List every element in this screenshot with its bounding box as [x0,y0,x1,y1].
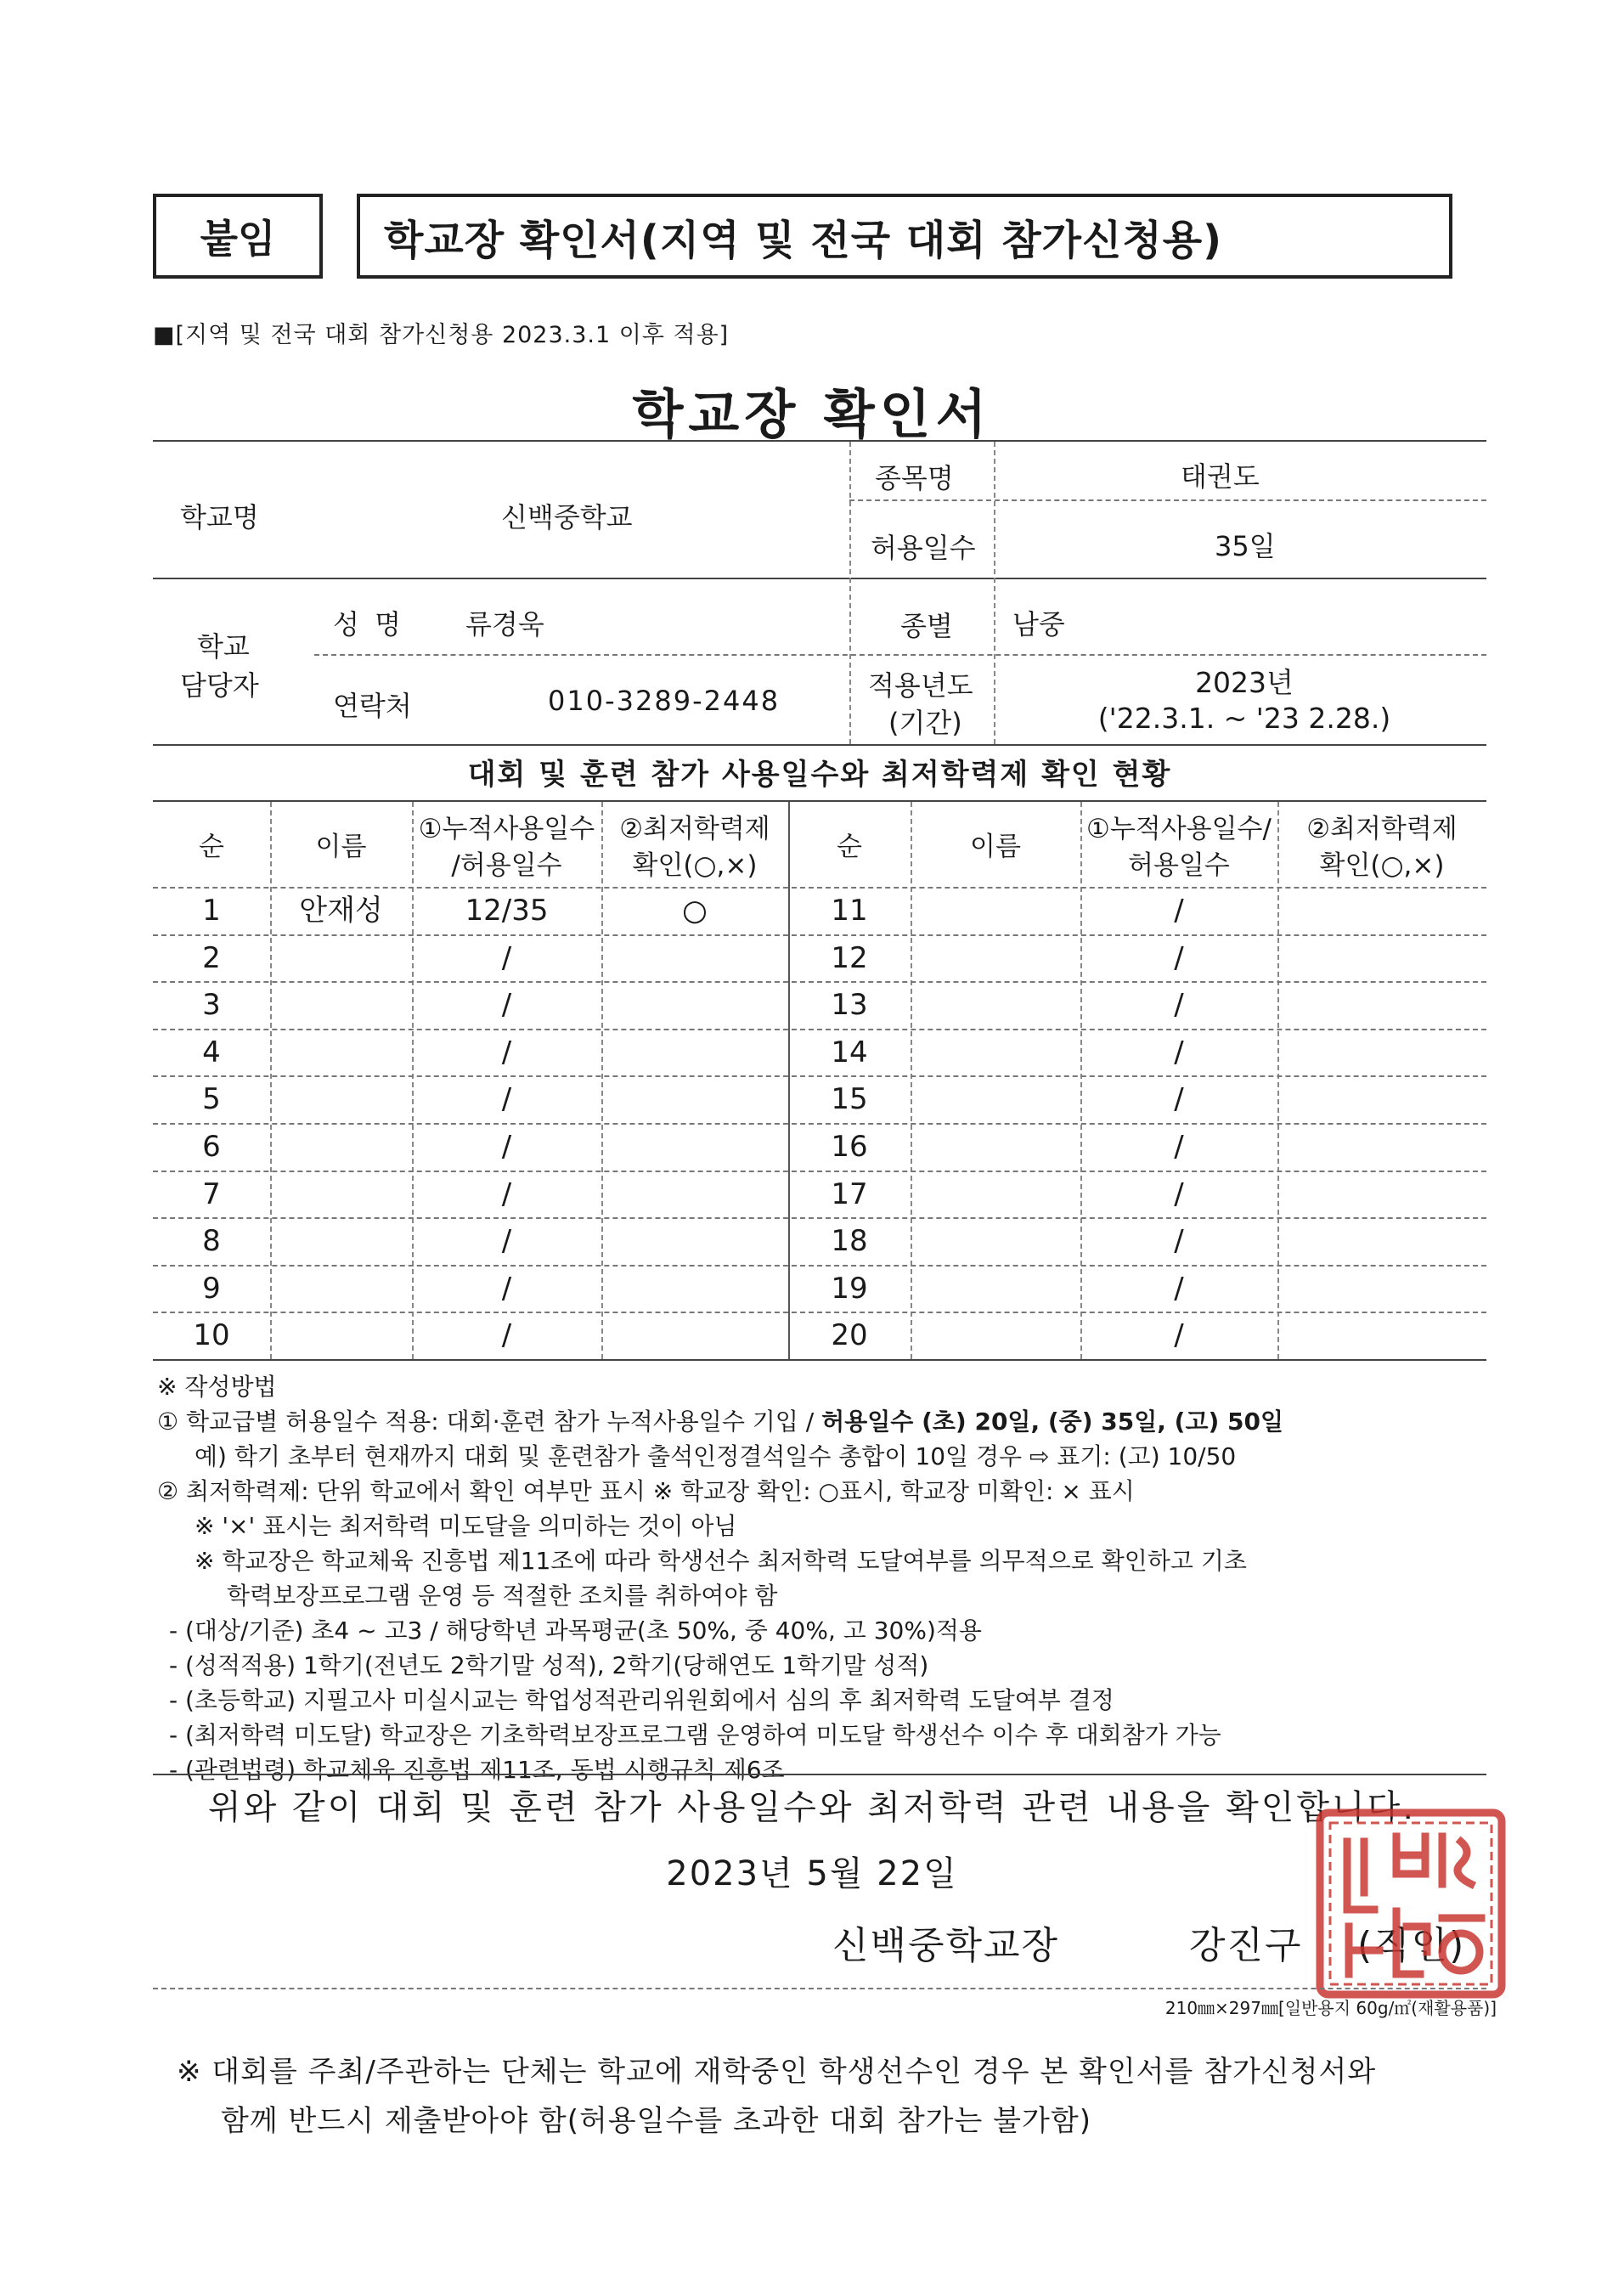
row-days: / [1174,1318,1184,1353]
row-days: / [501,1035,512,1069]
row-days: / [1174,940,1184,975]
name-label: 성 명 [333,608,404,640]
row-days: / [1174,988,1184,1023]
instructions [157,1369,1516,1787]
instruction-line: 학력보장프로그램 운영 등 적절한 조치를 취하여야 함 [227,1582,778,1610]
principal-title: 신백중학교장 [832,1924,1060,1967]
footnote-line: 함께 반드시 제출받아야 함(허용일수를 초과한 대회 참가는 불가함) [221,2104,1091,2138]
row-min-check [601,1029,788,1076]
row-days: 12/35 [465,894,549,928]
instruction-line: ※ 학교장은 학교체육 진흥법 제11조에 따라 학생선수 최저학력 도달여부를 의무적으로 확인하고 기초 [195,1547,1247,1575]
footer-rule [153,1988,1486,1989]
footnote [177,2047,1493,2146]
row-no: 1 [202,894,221,928]
row-name [911,1265,1080,1312]
school-label: 학교명 [180,501,259,533]
row-no: 9 [202,1271,221,1306]
row-days: / [501,1271,512,1306]
instruction-line: - (최저학력 미도달) 학교장은 기초학력보장프로그램 운영하여 미도달 학생선수 이수 후 대회참가 가능 [169,1721,1221,1749]
row-days: / [501,988,512,1023]
header-days: ①누적사용일수 [418,814,595,844]
row-no: 18 [831,1224,868,1259]
row-no: 8 [202,1224,221,1259]
row-days: / [501,940,512,975]
instruction-line: - (대상/기준) 초4 ~ 고3 / 해당학년 과목평균(초 50%, 중 40%, 고 30%)적용 [169,1616,982,1645]
row-no: 15 [831,1082,868,1117]
row-no: 16 [831,1130,868,1164]
header-no: 순 [199,832,224,862]
row-min-check [601,934,788,982]
row-days: / [1174,1130,1184,1164]
row-name [270,1217,412,1265]
instruction-line: ② 최저학력제: 단위 학교에서 확인 여부만 표시 ※ 학교장 확인: ○표시, 학교장 미확인: × 표시 [157,1477,1135,1505]
info-mid-rule [153,578,1486,579]
row-name: 안재성 [299,894,383,928]
phone-value: 010-3289-2448 [548,685,781,717]
info-column-divider [849,442,851,744]
allowed-days-rule: 허용일수 (초) 20일, (중) 35일, (고) 50일 [821,1408,1284,1436]
row-name [270,1029,412,1076]
row-no: 17 [831,1176,868,1211]
phone-label: 연락처 [333,690,412,722]
table-top-rule [153,800,1486,802]
year-value: 2023년 [1195,666,1294,699]
row-days: / [1174,894,1184,928]
row-min-check [601,1171,788,1218]
attachment-tag-label: 붙임 [200,216,276,262]
row-no: 13 [831,988,868,1023]
header-days-sub: 허용일수 [1128,850,1230,881]
row-days: / [501,1130,512,1164]
row-no: 19 [831,1271,868,1306]
row-min-check [1277,1265,1486,1312]
row-min-check [1277,1171,1486,1218]
row-name [911,1312,1080,1359]
row-name [911,1029,1080,1076]
row-days: / [501,1176,512,1211]
row-min-check [601,1123,788,1171]
row-no: 10 [193,1318,230,1353]
document-header-title-text: 학교장 확인서(지역 및 전국 대회 참가신청용) [384,216,1223,264]
row-days: / [501,1224,512,1259]
row-days: / [1174,1035,1184,1069]
row-min-check [1277,1123,1486,1171]
row-days: / [1174,1082,1184,1117]
header-min: ②최저학력제 [1306,814,1458,844]
school-value: 신백중학교 [501,501,633,533]
contact-person-label-2: 담당자 [180,669,259,702]
status-title: 대회 및 훈련 참가 사용일수와 최저학력제 확인 현황 [467,758,1172,792]
document-header-title [357,194,1452,279]
signature-date: 2023년 5월 22일 [666,1854,958,1893]
contact-person-label: 학교 [197,630,250,663]
seal-mark: (직인) [1357,1924,1466,1967]
row-name [270,981,412,1029]
row-days: / [1174,1224,1184,1259]
row-days: / [1174,1271,1184,1306]
category-value: 남중 [1012,608,1065,640]
row-min-check [1277,1029,1486,1076]
row-no: 5 [202,1082,221,1117]
name-value: 류경욱 [465,608,544,640]
main-title: 학교장 확인서 [632,383,992,445]
instruction-line: 예) 학기 초부터 현재까지 대회 및 훈련참가 출석인정결석일수 총합이 10일 경우 ⇨ 표기: (고) 10/50 [195,1442,1237,1470]
row-min-check [601,1265,788,1312]
instruction-line: - (관련법령) 학교체육 진흥법 제11조, 동법 시행규칙 제6조 [169,1756,785,1784]
year-label: 적용년도 [868,669,973,702]
confirm-top-rule [153,1774,1486,1775]
row-min-check [601,1075,788,1123]
row-days: / [501,1082,512,1117]
row-name [911,934,1080,982]
row-name [911,1217,1080,1265]
info-column-divider [994,442,995,744]
row-min-check [1277,934,1486,982]
header-name: 이름 [315,832,367,862]
row-name [270,1171,412,1218]
row-name [911,1123,1080,1171]
sport-label: 종목명 [875,462,954,494]
row-no: 20 [831,1318,868,1353]
official-seal-icon [1315,1808,1507,2000]
row-name [911,1171,1080,1218]
info-bottom-rule [153,744,1486,746]
instruction-line [157,1404,1516,1439]
row-no: 7 [202,1176,221,1211]
row-name [911,981,1080,1029]
row-no: 11 [831,894,868,928]
header-days-sub: /허용일수 [451,850,562,881]
row-name [911,887,1080,934]
row-min-check [601,1217,788,1265]
row-min-check [1277,1312,1486,1359]
row-min-check [601,981,788,1029]
period-value: ('22.3.1. ~ '23 2.28.) [1097,702,1391,735]
row-min-check: ○ [682,894,708,928]
row-days: / [1174,1176,1184,1211]
row-name [911,1075,1080,1123]
header-min-sub: 확인(○,×) [1319,850,1445,881]
row-name [270,1312,412,1359]
info-top-rule [153,440,1486,442]
row-no: 6 [202,1130,221,1164]
row-no: 4 [202,1035,221,1069]
header-days: ①누적사용일수/ [1086,814,1272,844]
instruction-line: ※ '×' 표시는 최저학력 미도달을 의미하는 것이 아님 [195,1512,737,1540]
row-min-check [601,1312,788,1359]
header-no: 순 [837,832,862,862]
instructions-heading: ※ 작성방법 [157,1373,277,1401]
instruction-line: - (성적적용) 1학기(전년도 2학기말 성적), 2학기(당해연도 1학기말 성적) [169,1651,929,1679]
row-no: 14 [831,1035,868,1069]
row-no: 2 [202,940,221,975]
apply-note: ■[지역 및 전국 대회 참가신청용 2023.3.1 이후 적용] [153,322,730,348]
paper-spec: 210㎜×297㎜[일반용지 60g/㎡(재활용품)] [1164,1998,1497,2018]
row-min-check [1277,1075,1486,1123]
row-no: 12 [831,940,868,975]
row-name [270,1123,412,1171]
header-min-sub: 확인(○,×) [632,850,758,881]
header-min: ②최저학력제 [619,814,770,844]
attachment-tag [153,194,323,279]
row-name [270,1265,412,1312]
row-days: / [501,1318,512,1353]
footnote-line: ※ 대회를 주최/주관하는 단체는 학교에 재학중인 학생선수인 경우 본 확인서를 참가신청서와 [177,2055,1377,2089]
info-divider [849,499,1486,501]
info-divider [314,654,1486,656]
category-label: 종별 [900,610,953,642]
row-no: 3 [202,988,221,1023]
table-bottom-rule [153,1359,1486,1361]
instruction-line: - (초등학교) 지필고사 미실시교는 학업성적관리위원회에서 심의 후 최저학력 도달여부 결정 [169,1686,1114,1714]
year-label-period: (기간) [888,707,962,739]
row-name [270,934,412,982]
header-name: 이름 [970,832,1021,862]
allowed-days-value: 35일 [1215,530,1276,562]
row-min-check [1277,1217,1486,1265]
row-min-check [1277,981,1486,1029]
confirm-text: 위와 같이 대회 및 훈련 참가 사용일수와 최저학력 관련 내용을 확인합니다. [207,1788,1417,1827]
row-min-check [1277,887,1486,934]
allowed-days-label: 허용일수 [871,532,976,564]
principal-name: 강진구 [1189,1924,1303,1967]
row-name [270,1075,412,1123]
instruction-line-part: ① 학교급별 허용일수 적용: 대회·훈련 참가 누적사용일수 기입 / [157,1408,822,1436]
sport-value: 태권도 [1181,460,1260,493]
